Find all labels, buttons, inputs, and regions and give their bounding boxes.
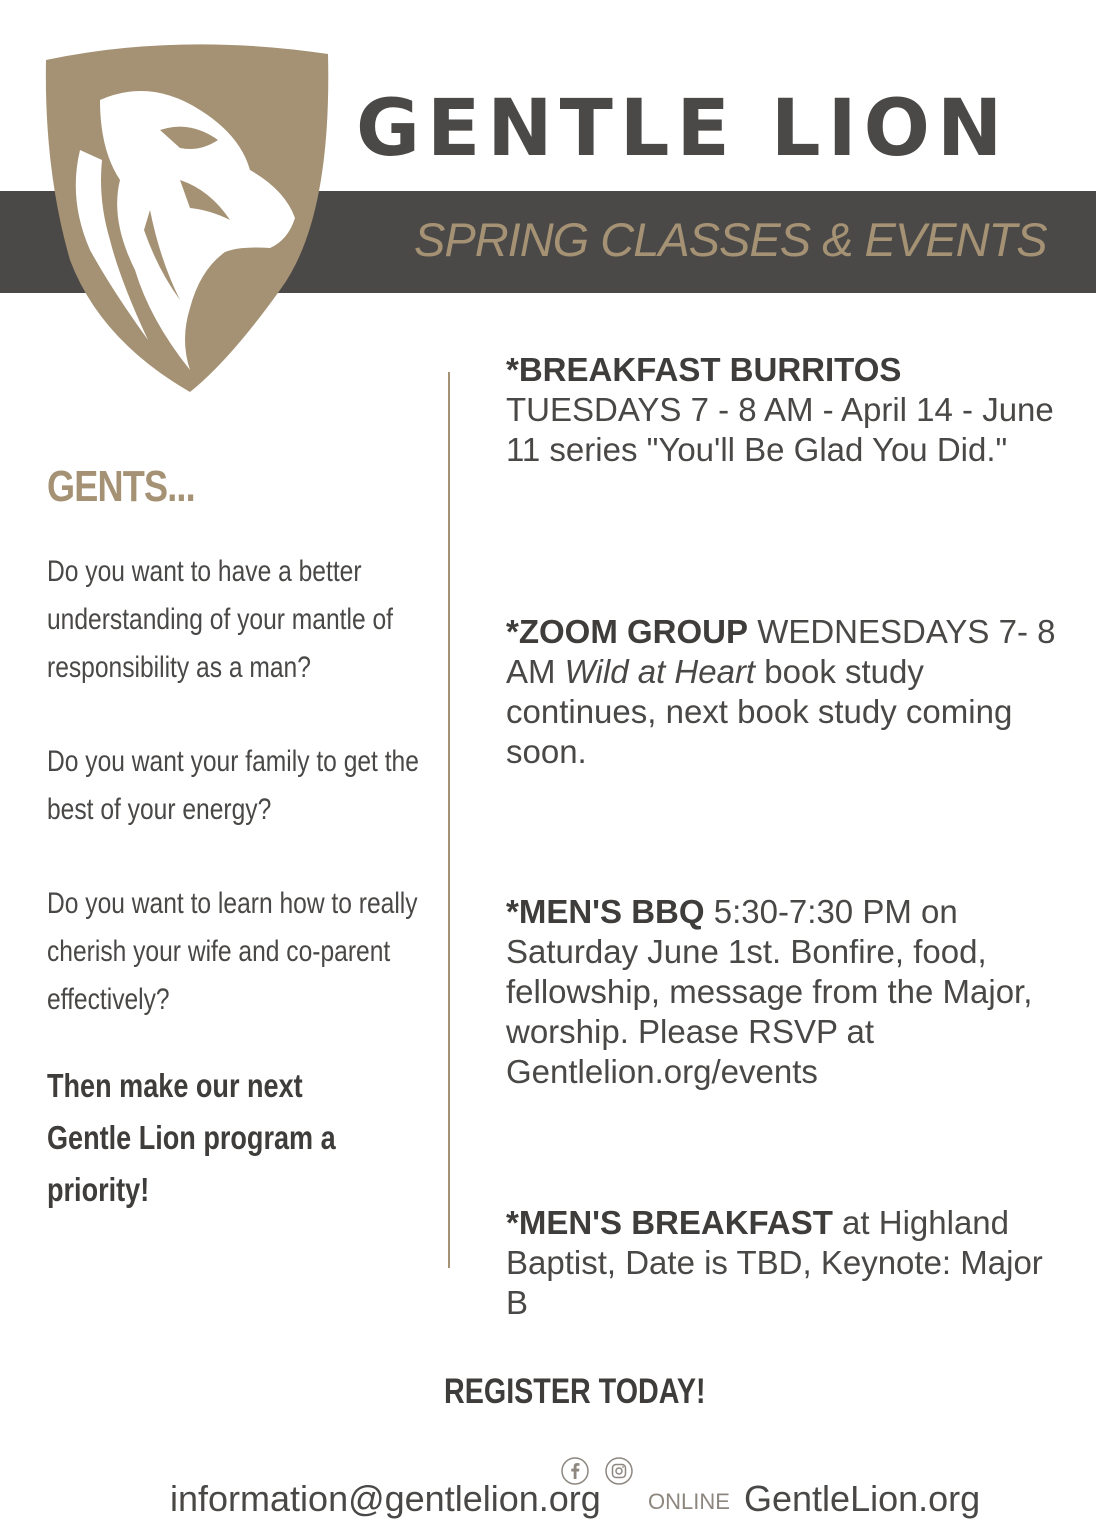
register-today: REGISTER TODAY! xyxy=(444,1372,706,1411)
footer-email[interactable]: information@gentlelion.org xyxy=(170,1478,601,1519)
event-title: *MEN'S BBQ xyxy=(506,893,705,930)
gents-heading: GENTS... xyxy=(47,462,195,511)
footer-online-label: ONLINE xyxy=(648,1489,730,1514)
event-details-cont: book study continues, next book study coming soon. xyxy=(506,653,1013,770)
event-breakfast-burritos xyxy=(506,350,1066,470)
event-mens-breakfast xyxy=(506,1203,1066,1323)
question-3: Do you want to learn how to really cherish your wife and co-parent effectively? xyxy=(47,887,418,1016)
question-1: Do you want to have a better understanding of your mantle of responsibility as a man? xyxy=(47,555,393,684)
column-divider xyxy=(448,372,450,1268)
event-zoom-group xyxy=(506,612,1066,772)
left-column xyxy=(47,462,427,1216)
event-details: at Highland Baptist, Date is TBD, Keynote: Major B xyxy=(506,1204,1043,1321)
footer-website[interactable]: GentleLion.org xyxy=(744,1478,981,1519)
event-title: *ZOOM GROUP xyxy=(506,613,749,650)
instagram-icon[interactable] xyxy=(604,1456,634,1486)
page-title: GENTLE LION xyxy=(356,84,1010,174)
event-details: 5:30-7:30 PM on Saturday June 1st. Bonfire, food, fellowship, message from the Major, worship. Please RSVP at Gentlelion.org/events xyxy=(506,893,1033,1090)
event-details: TUESDAYS 7 - 8 AM - April 14 - June 11 series "You'll Be Glad You Did." xyxy=(506,391,1054,468)
event-title: *MEN'S BREAKFAST xyxy=(506,1204,833,1241)
event-mens-bbq xyxy=(506,892,1066,1092)
call-to-action: Then make our next Gentle Lion program a priority! xyxy=(47,1067,336,1208)
book-title: Wild at Heart xyxy=(564,653,756,690)
lion-shield-logo xyxy=(40,40,332,396)
event-details: WEDNESDAYS 7- 8 AM xyxy=(506,613,1056,690)
event-title: *BREAKFAST BURRITOS xyxy=(506,351,902,388)
page-subtitle: SPRING CLASSES & EVENTS xyxy=(414,213,1047,266)
question-2: Do you want your family to get the best of your energy? xyxy=(47,745,419,826)
